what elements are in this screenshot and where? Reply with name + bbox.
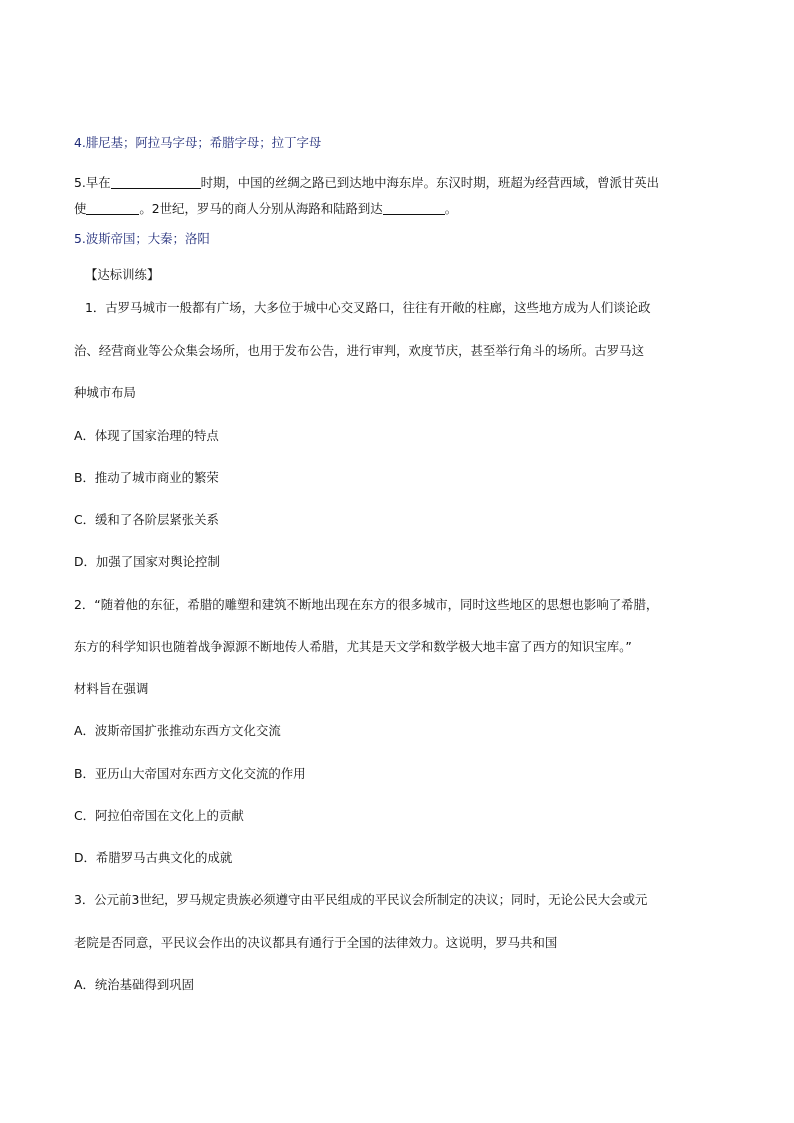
- question-1-option-a: A．体现了国家治理的特点: [74, 428, 219, 443]
- question-5-text-e: 。: [444, 201, 458, 216]
- section-title: 【达标训练】: [85, 267, 160, 282]
- fill-blank-1[interactable]: [111, 176, 201, 189]
- question-1-option-b: B．推动了城市商业的繁荣: [74, 470, 219, 485]
- question-2-stem-line-2: 东方的科学知识也随着战争源源不断地传人希腊，尤其是天文学和数学极大地丰富了西方的知识宝库。”: [74, 639, 632, 654]
- question-3-stem-line-2: 老院是否同意，平民议会作出的决议都具有通行于全国的法律效力。这说明，罗马共和国: [74, 935, 558, 950]
- question-5-text-a: 5.早在: [74, 175, 111, 190]
- question-1-option-c: C．缓和了各阶层紧张关系: [74, 512, 219, 527]
- question-3-stem-line-1: 3．公元前3世纪，罗马规定贵族必须遵守由平民组成的平民议会所制定的决议；同时，无论公民大会或元: [74, 892, 648, 907]
- answer-4: 4.腓尼基；阿拉马字母；希腊字母；拉丁字母: [74, 135, 322, 150]
- question-2-option-a: A．波斯帝国扩张推动东西方文化交流: [74, 723, 281, 738]
- question-2-option-b: B．亚历山大帝国对东西方文化交流的作用: [74, 766, 306, 781]
- question-2-option-c: C．阿拉伯帝国在文化上的贡献: [74, 808, 244, 823]
- question-2-option-d: D．希腊罗马古典文化的成就: [74, 850, 233, 865]
- question-5-line-1: [74, 175, 659, 191]
- question-1-option-d: D．加强了国家对舆论控制: [74, 554, 220, 569]
- question-3-option-a: A．统治基础得到巩固: [74, 977, 194, 992]
- question-1-stem-line-3: 种城市布局: [74, 385, 136, 400]
- question-1-stem-line-1: 1．古罗马城市一般都有广场，大多位于城中心交叉路口，往往有开敞的柱廊，这些地方成为人们谈论政: [85, 300, 651, 315]
- question-2-stem-line-3: 材料旨在强调: [74, 681, 149, 696]
- question-5-text-c: 使: [74, 201, 87, 216]
- fill-blank-2[interactable]: [86, 202, 139, 215]
- question-5-text-b: 时期，中国的丝绸之路已到达地中海东岸。东汉时期，班超为经营西域，曾派甘英出: [200, 175, 660, 190]
- question-5-line-2: [74, 201, 457, 217]
- answer-5: 5.波斯帝国；大秦；洛阳: [74, 231, 210, 246]
- question-5-text-d: 。2世纪，罗马的商人分别从海路和陆路到达: [139, 201, 383, 216]
- question-1-stem-line-2: 治、经营商业等公众集会场所，也用于发布公告，进行审判，欢度节庆，甚至举行角斗的场所。古罗马这: [74, 343, 644, 358]
- question-2-stem-line-1: 2．“随着他的东征，希腊的雕塑和建筑不断地出现在东方的很多城市，同时这些地区的思想也影响了希腊，: [74, 597, 659, 612]
- fill-blank-3[interactable]: [383, 202, 445, 215]
